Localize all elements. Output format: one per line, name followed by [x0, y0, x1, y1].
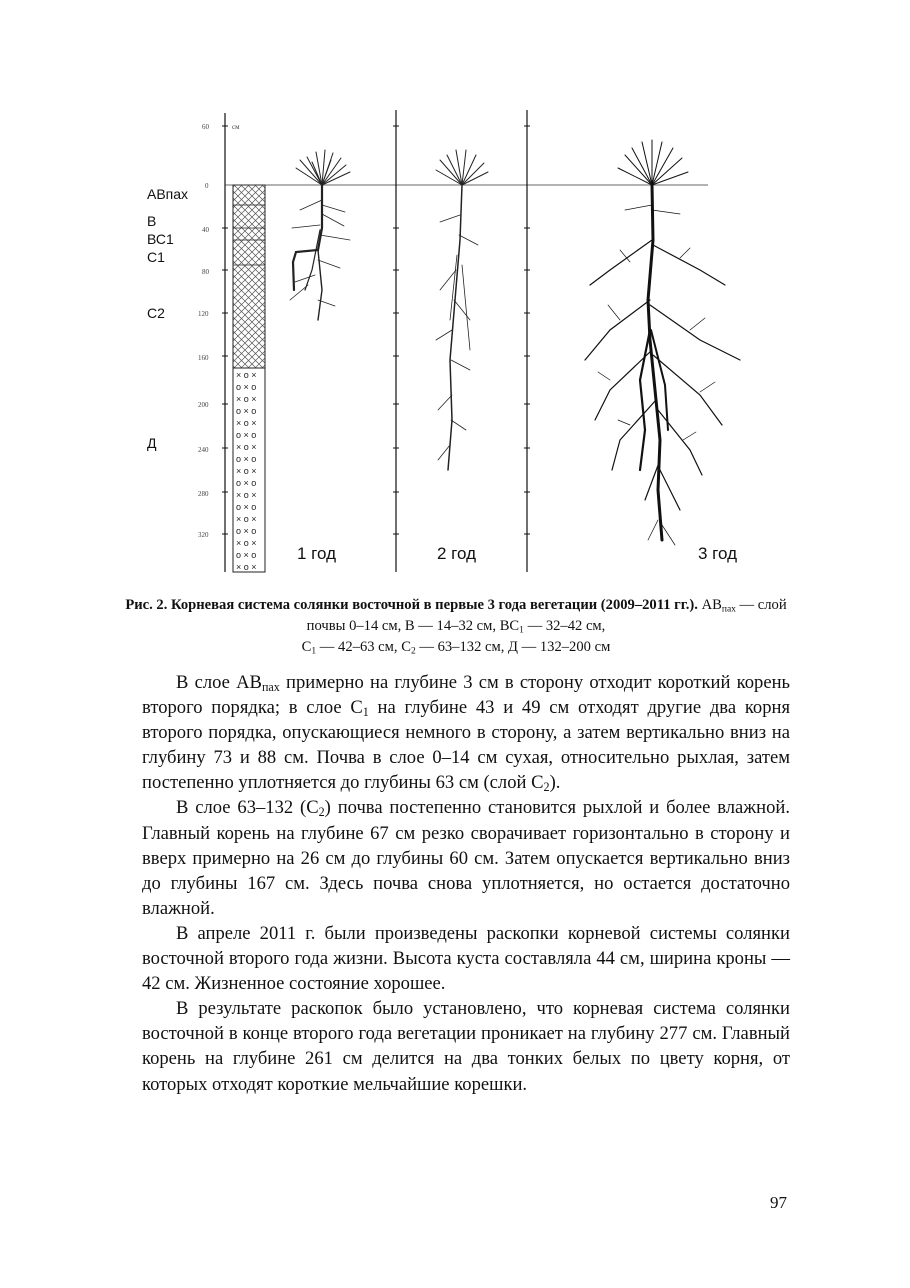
svg-text:× o ×: × o × — [236, 466, 257, 476]
svg-text:× o ×: × o × — [236, 562, 257, 572]
caption-c1: С — [301, 639, 312, 655]
caption-desc2: — 32–42 см, — [523, 618, 606, 634]
tick-label-160: 160 — [198, 354, 209, 362]
year-label-1: 1 год — [297, 544, 337, 563]
layer-label-c2: С2 — [147, 305, 165, 321]
p1-a-sub: пах — [261, 680, 280, 695]
root-system-figure — [0, 0, 910, 590]
svg-text:× o ×: × o × — [236, 418, 257, 428]
svg-text:o × o: o × o — [236, 430, 257, 440]
layer-label-bc1: ВС1 — [147, 231, 174, 247]
caption-desc1: — слой почвы 0–14 см, В — 14–32 см, ВС — [306, 597, 787, 634]
svg-text:o × o: o × o — [236, 502, 257, 512]
tick-label-0: 0 — [205, 182, 209, 190]
soil-profile — [233, 185, 265, 572]
svg-text:o × o: o × o — [236, 406, 257, 416]
axis-unit: см — [232, 123, 240, 131]
caption-ab: АВ — [701, 597, 722, 613]
layer-label-d: Д — [147, 435, 157, 451]
caption-desc4: — 63–132 см, Д — 132–200 см — [415, 639, 611, 655]
tick-label-240: 240 — [198, 446, 209, 454]
year-label-3: 3 год — [698, 544, 738, 563]
tick-label-120: 120 — [198, 310, 209, 318]
tick-label-60: 60 — [202, 123, 209, 131]
svg-text:× o ×: × o × — [236, 442, 257, 452]
caption-lead: Рис. 2. Корневая система солянки восточной в первые 3 года вегетации (2009–2011 гг.). — [125, 597, 698, 613]
tick-label-80: 80 — [202, 268, 209, 276]
root-system-year-1 — [290, 150, 350, 320]
paragraph-4: В результате раскопок было установлено, что корневая система солянки восточной в конце второго года вегетации проникает на глубину 277 см. Главный корень на глубине 261 см делится на два тонких белых по цвету корня, от которых отходят короткие мельчайшие корешки. — [142, 998, 790, 1095]
year-label-2: 2 год — [437, 544, 477, 563]
p2-b: ) почва постепенно становится рыхлой и более влажной. Главный корень на глубине 67 см резко сворачивает горизонтально в сторону и вверх примерно на 26 см до глубины 60 см. Затем опускается вертикально вниз до глубины 167 см. Здесь почва снова уплотняется, но остается достаточно влажной. — [142, 797, 790, 919]
p2-a: В слое 63–132 (С — [176, 797, 319, 819]
p1-d: ). — [549, 772, 561, 794]
root-system-year-2 — [436, 150, 488, 470]
p1-a: В слое АВ — [176, 672, 262, 693]
caption-ab-sub: пах — [721, 604, 736, 615]
tick-label-320: 320 — [198, 531, 209, 539]
layer-label-abpah: АВпах — [147, 186, 189, 202]
svg-text:× o ×: × o × — [236, 514, 257, 524]
tick-label-40: 40 — [202, 226, 209, 234]
svg-text:o × o: o × o — [236, 454, 257, 464]
p2-a-sub: 2 — [318, 805, 325, 820]
svg-text:× o ×: × o × — [236, 370, 257, 380]
paragraph-3: В апреле 2011 г. были произведены раскопки корневой системы солянки восточной второго года жизни. Высота куста составляла 44 см, ширина кроны — 42 см. Жизненное состояние хорошее. — [142, 922, 790, 995]
svg-text:o × o: o × o — [236, 526, 257, 536]
figure-caption — [118, 595, 794, 658]
depth-axis-3 — [524, 110, 530, 572]
caption-desc3: — 42–63 см, С — [316, 639, 411, 655]
svg-text:o × o: o × o — [236, 478, 257, 488]
root-system-year-3 — [585, 140, 740, 545]
svg-text:o × o: o × o — [236, 382, 257, 392]
caption-desc3-sub: 2 — [410, 646, 416, 657]
layer-label-c1: С1 — [147, 249, 165, 265]
caption-c1-sub: 1 — [311, 646, 317, 657]
layer-label-b: В — [147, 213, 157, 229]
svg-text:× o ×: × o × — [236, 538, 257, 548]
caption-desc1-sub: 1 — [519, 625, 524, 636]
paragraph-1 — [142, 670, 790, 795]
depth-axis-2 — [393, 110, 399, 572]
page-number: 97 — [770, 1193, 787, 1212]
p1-b-sub: 1 — [362, 705, 369, 720]
paragraph-2 — [142, 795, 790, 920]
svg-text:× o ×: × o × — [236, 490, 257, 500]
p1-c-sub: 2 — [543, 780, 550, 795]
body-text — [142, 670, 790, 1097]
svg-text:o × o: o × o — [236, 550, 257, 560]
svg-text:× o ×: × o × — [236, 394, 257, 404]
p1-b: примерно на глубине 3 см в сторону отходит короткий корень второго порядка; в слое С — [142, 672, 791, 719]
tick-label-200: 200 — [198, 401, 209, 409]
p1-c: на глубине 43 и 49 см отходят другие два корня второго порядка, опускающиеся немного в сторону, а затем вертикально вниз на глубину 73 и 88 см. Почва в слое 0–14 см сухая, относительно рыхлая, затем постепенно уплотняется до глубины 63 см (слой С — [142, 697, 791, 794]
tick-label-280: 280 — [198, 490, 209, 498]
